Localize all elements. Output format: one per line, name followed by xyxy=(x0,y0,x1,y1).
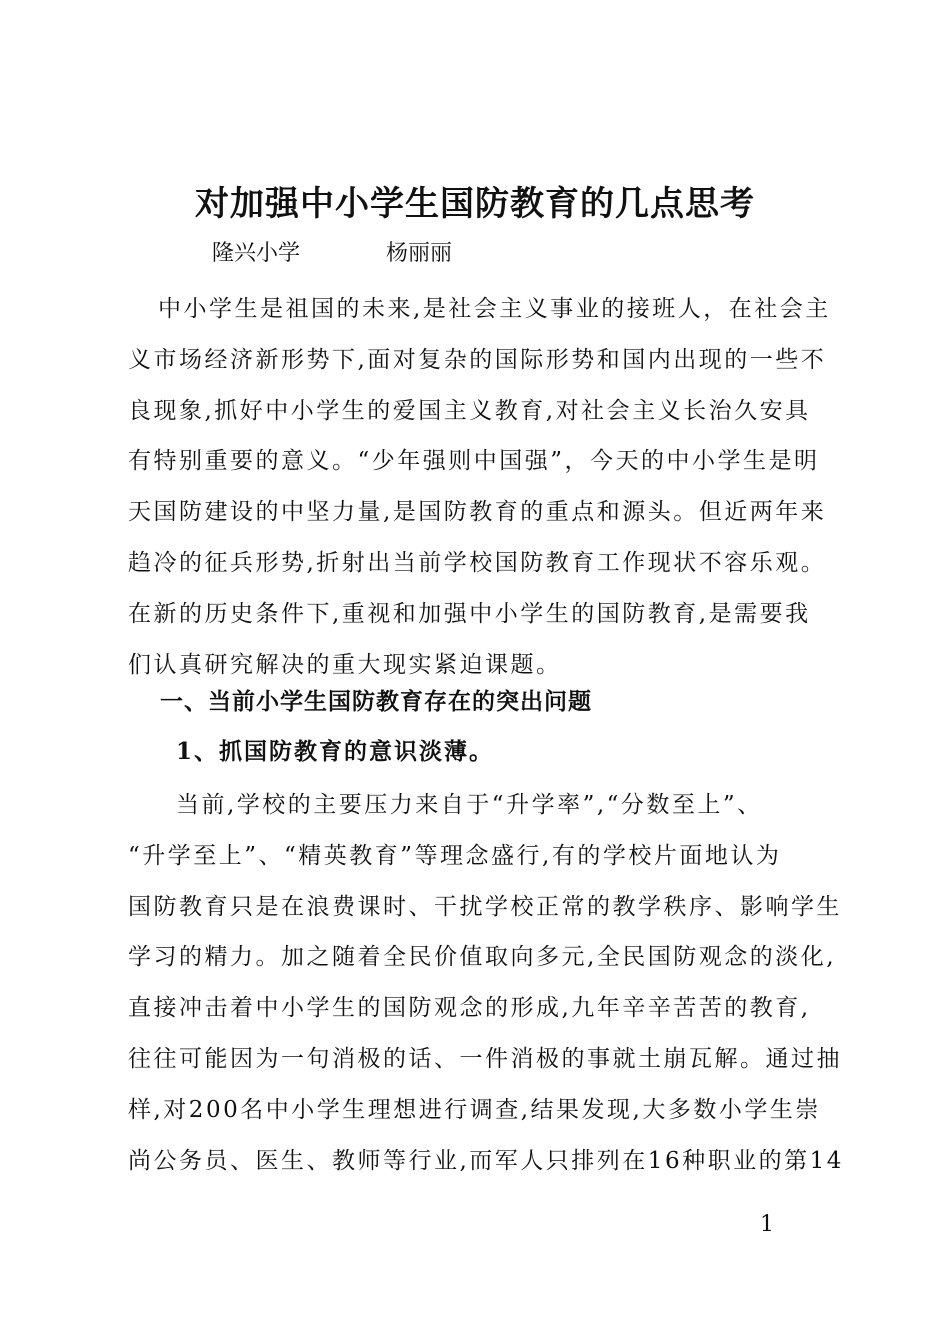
paragraph-line: 有特别重要的意义。“少年强则中国强”，今天的中小学生是明 xyxy=(128,448,820,475)
body-paragraph xyxy=(128,780,844,1186)
paragraph-line: 趋冷的征兵形势,折射出当前学校国防教育工作现状不容乐观。 xyxy=(128,549,827,576)
subsection-heading: 1、抓国防教育的意识淡薄。 xyxy=(176,738,495,765)
paragraph-line: 天国防建设的中坚力量,是国防教育的重点和源头。但近两年来 xyxy=(128,499,827,526)
byline xyxy=(212,238,452,270)
document-title: 对加强中小学生国防教育的几点思考 xyxy=(195,184,755,224)
paragraph-line: 往往可能因为一句消极的话、一件消极的事就土崩瓦解。通过抽 xyxy=(128,1045,842,1072)
school-name: 隆兴小学 xyxy=(212,241,301,266)
paragraph-line: 学习的精力。加之随着全民价值取向多元,全民国防观念的淡化, xyxy=(128,944,837,971)
paragraph-line: 中小学生是祖国的未来,是社会主义事业的接班人，在社会主 xyxy=(158,296,831,322)
intro-paragraph xyxy=(128,284,838,690)
author-name: 杨丽丽 xyxy=(386,241,453,266)
paragraph-line: “升学至上”、“精英教育”等理念盛行,有的学校片面地认为 xyxy=(128,842,782,869)
paragraph-line: 当前,学校的主要压力来自于“升学率”,“分数至上”、 xyxy=(176,792,763,818)
paragraph-line: 义市场经济新形势下,面对复杂的国际形势和国内出现的一些不 xyxy=(128,346,827,373)
paragraph-line: 们认真研究解决的重大现实紧迫课题。 xyxy=(128,651,562,678)
paragraph-line: 国防教育只是在浪费课时、干扰学校正常的教学秩序、影响学生 xyxy=(128,893,842,920)
paragraph-line: 良现象,抓好中小学生的爱国主义教育,对社会主义长治久安具 xyxy=(128,397,811,424)
paragraph-line: 尚公务员、医生、教师等行业,而军人只排列在16种职业的第14 xyxy=(128,1147,844,1174)
page-number: 1 xyxy=(760,1212,774,1237)
paragraph-line: 在新的历史条件下,重视和加强中小学生的国防教育,是需要我 xyxy=(128,600,811,627)
paragraph-line: 直接冲击着中小学生的国防观念的形成,九年辛辛苦苦的教育, xyxy=(128,995,811,1022)
paragraph-line: 样,对200名中小学生理想进行调查,结果发现,大多数小学生崇 xyxy=(128,1096,821,1123)
section-heading: 一、当前小学生国防教育存在的突出问题 xyxy=(160,689,592,715)
